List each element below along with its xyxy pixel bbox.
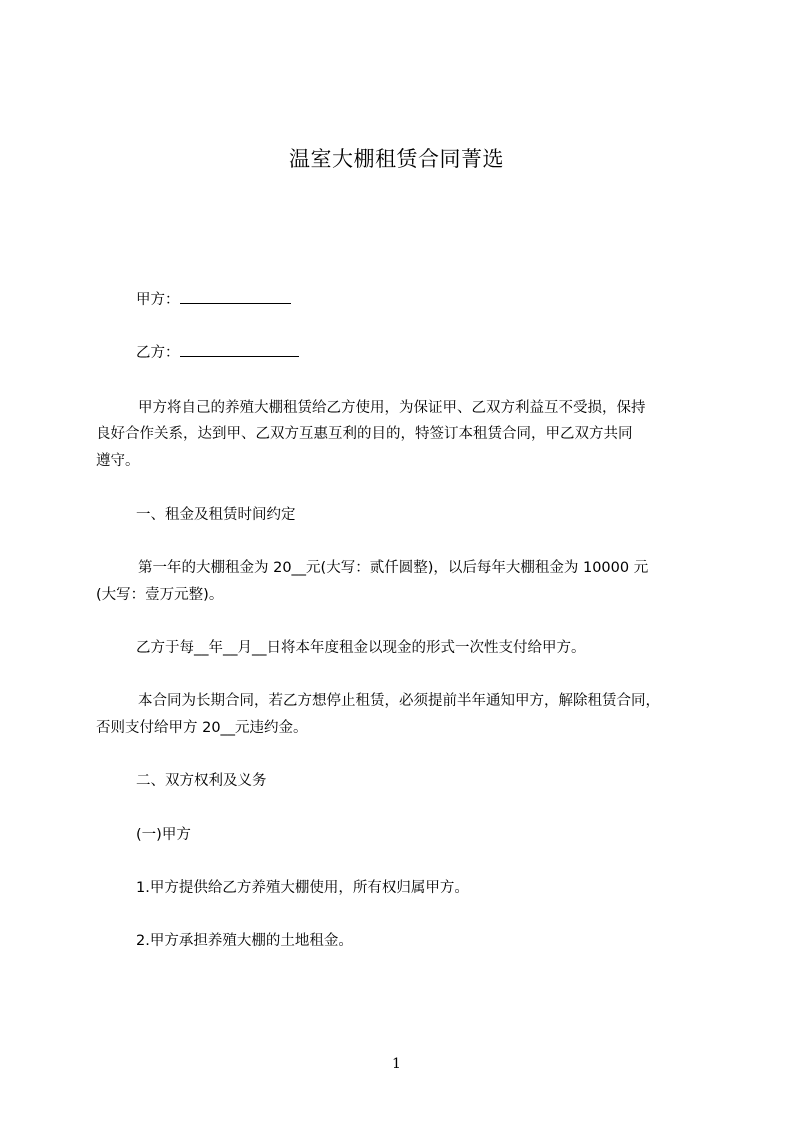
section-1-para-3-line-1: 本合同为长期合同，若乙方想停止租赁，必须提前半年通知甲方，解除租赁合同， [138, 693, 660, 709]
section-1-para-3-line-2: 否则支付给甲方 20__元违约金。 [96, 720, 308, 736]
party-b-line [136, 343, 299, 363]
section-1-para-2: 乙方于每__年__月__日将本年度租金以现金的形式一次性支付给甲方。 [136, 640, 586, 656]
intro-line-3: 遵守。 [96, 453, 140, 469]
section-1-heading: 一、租金及租赁时间约定 [136, 507, 296, 523]
section-2-subheading: (一)甲方 [136, 827, 191, 843]
section-2-heading: 二、双方权利及义务 [136, 773, 267, 789]
party-a-label: 甲方： [136, 292, 180, 308]
section-1-para-1-line-1: 第一年的大棚租金为 20__元(大写：贰仟圆整)，以后每年大棚租金为 10000 元 [138, 560, 649, 576]
document-title: 温室大棚租赁合同菁选 [289, 147, 504, 171]
list-item-2: 2.甲方承担养殖大棚的土地租金。 [136, 933, 353, 949]
page-number: 1 [392, 1056, 401, 1072]
party-b-label: 乙方： [136, 345, 180, 361]
list-item-1: 1.甲方提供给乙方养殖大棚使用，所有权归属甲方。 [136, 880, 469, 896]
section-1-para-1-line-2: (大写：壹万元整)。 [96, 587, 224, 603]
intro-line-2: 良好合作关系，达到甲、乙双方互惠互利的目的，特签订本租赁合同，甲乙双方共同 [96, 426, 633, 442]
party-a-blank [180, 291, 291, 304]
party-a-line [136, 290, 291, 310]
intro-line-1: 甲方将自己的养殖大棚租赁给乙方使用，为保证甲、乙双方利益互不受损，保持 [138, 400, 646, 416]
party-b-blank [180, 344, 299, 357]
